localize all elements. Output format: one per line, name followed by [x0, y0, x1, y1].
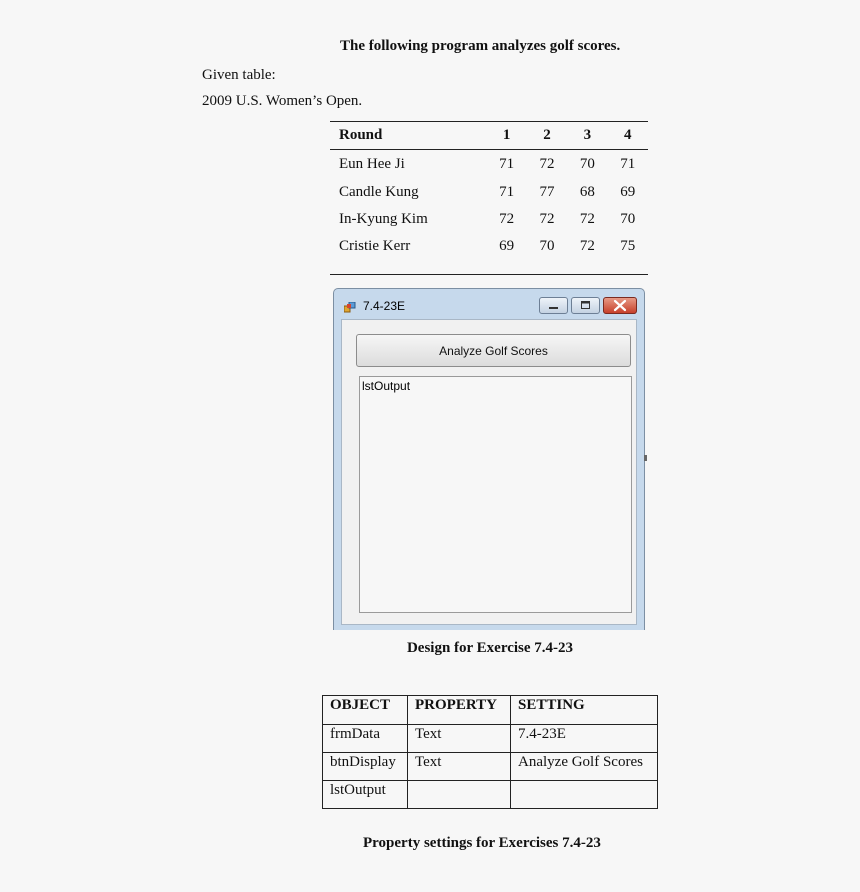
form-client-area [341, 319, 637, 625]
score-cell: 72 [539, 211, 555, 228]
score-cell: 69 [620, 183, 636, 200]
score-cell: 70 [620, 211, 636, 228]
score-cell: 68 [579, 183, 595, 200]
table-row [323, 753, 658, 781]
player-name: In-Kyung Kim [339, 211, 428, 228]
round-1-header: 1 [486, 122, 526, 150]
score-cell: 71 [499, 183, 515, 200]
golf-scores-table [330, 121, 648, 275]
score-cell: 70 [527, 234, 567, 275]
score-cell: 69 [486, 234, 526, 275]
form-title: 7.4-23E [363, 299, 406, 313]
property-caption: Property settings for Exercises 7.4-23 [363, 835, 601, 851]
output-listbox[interactable] [359, 376, 632, 613]
page-heading: The following program analyzes golf scores. [340, 38, 621, 54]
scores-header-row [330, 122, 648, 150]
property-settings-table [322, 695, 658, 809]
score-cell: 72 [499, 211, 515, 228]
form-window [333, 288, 645, 630]
close-icon [604, 298, 636, 313]
property-cell: Text [408, 753, 511, 781]
scores-table-body [330, 150, 648, 275]
property-header-row [323, 696, 658, 725]
minimize-button[interactable] [539, 297, 568, 314]
minimize-icon [540, 298, 567, 313]
property-table-body [323, 725, 658, 809]
round-2-header: 2 [527, 122, 567, 150]
table-row [323, 781, 658, 809]
table-row [330, 206, 648, 234]
round-header: Round [330, 122, 486, 150]
player-name: Eun Hee Ji [339, 156, 405, 173]
player-name: Cristie Kerr [330, 234, 486, 275]
object-cell: lstOutput [323, 781, 408, 809]
property-cell [408, 781, 511, 809]
property-header: PROPERTY [408, 696, 511, 725]
score-cell: 71 [620, 156, 636, 173]
round-4-header: 4 [608, 122, 648, 150]
score-cell: 75 [608, 234, 648, 275]
form-title-bar[interactable] [334, 289, 644, 319]
score-cell: 70 [579, 156, 595, 173]
score-cell: 72 [579, 211, 595, 228]
score-cell: 72 [539, 156, 555, 173]
setting-cell [511, 781, 658, 809]
property-table-header [323, 696, 658, 725]
property-cell: Text [408, 725, 511, 753]
object-cell: btnDisplay [323, 753, 408, 781]
score-cell: 71 [499, 156, 515, 173]
given-table-label: Given table: [202, 67, 276, 83]
scores-table-caption: 2009 U.S. Women’s Open. [202, 93, 363, 109]
analyze-golf-scores-button[interactable]: Analyze Golf Scores [356, 334, 631, 367]
form-app-icon [344, 300, 356, 311]
design-caption: Design for Exercise 7.4-23 [406, 640, 574, 656]
table-row [330, 179, 648, 207]
resize-edge-marker [644, 455, 647, 461]
player-name: Candle Kung [339, 183, 419, 200]
listbox-name-label: lstOutput [362, 379, 411, 393]
scores-table-header [330, 122, 648, 150]
setting-cell: 7.4-23E [511, 725, 658, 753]
close-button[interactable] [603, 297, 637, 314]
object-header: OBJECT [323, 696, 408, 725]
table-row [330, 234, 648, 275]
object-cell: frmData [323, 725, 408, 753]
score-cell: 72 [567, 234, 607, 275]
table-row [330, 150, 648, 179]
setting-header: SETTING [511, 696, 658, 725]
table-row [323, 725, 658, 753]
score-cell: 77 [539, 183, 555, 200]
round-3-header: 3 [567, 122, 607, 150]
maximize-icon [572, 298, 599, 313]
maximize-button[interactable] [571, 297, 600, 314]
setting-cell: Analyze Golf Scores [511, 753, 658, 781]
